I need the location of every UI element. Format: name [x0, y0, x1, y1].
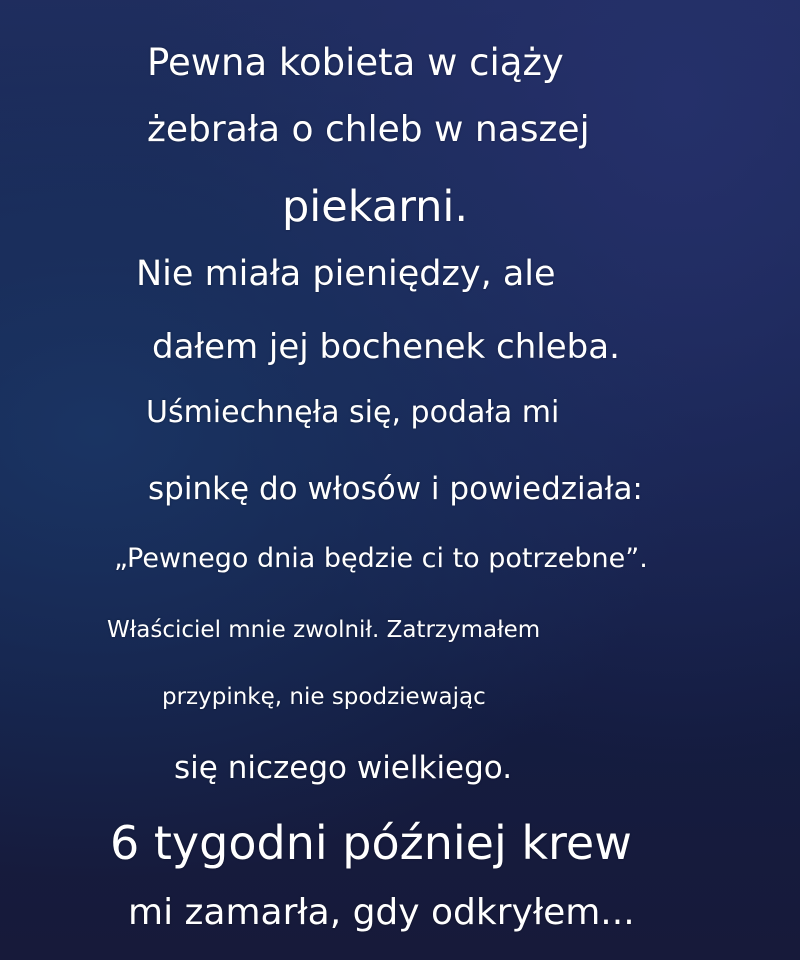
story-line-1: Pewna kobieta w ciąży	[147, 41, 564, 84]
story-line-12: 6 tygodni później krew	[110, 816, 632, 870]
story-line-3: piekarni.	[282, 182, 468, 232]
story-line-9: Właściciel mnie zwolnił. Zatrzymałem	[107, 617, 541, 643]
story-line-11: się niczego wielkiego.	[174, 750, 513, 786]
story-line-10: przypinkę, nie spodziewając	[162, 684, 486, 710]
story-line-4: Nie miała pieniędzy, ale	[136, 254, 556, 294]
story-line-8: „Pewnego dnia będzie ci to potrzebne”.	[114, 543, 648, 574]
story-line-5: dałem jej bochenek chleba.	[152, 327, 620, 367]
story-line-13: mi zamarła, gdy odkryłem...	[128, 892, 635, 933]
story-line-7: spinkę do włosów i powiedziała:	[148, 471, 643, 507]
story-line-2: żebrała o chleb w naszej	[147, 109, 590, 150]
story-line-6: Uśmiechnęła się, podała mi	[146, 395, 560, 430]
